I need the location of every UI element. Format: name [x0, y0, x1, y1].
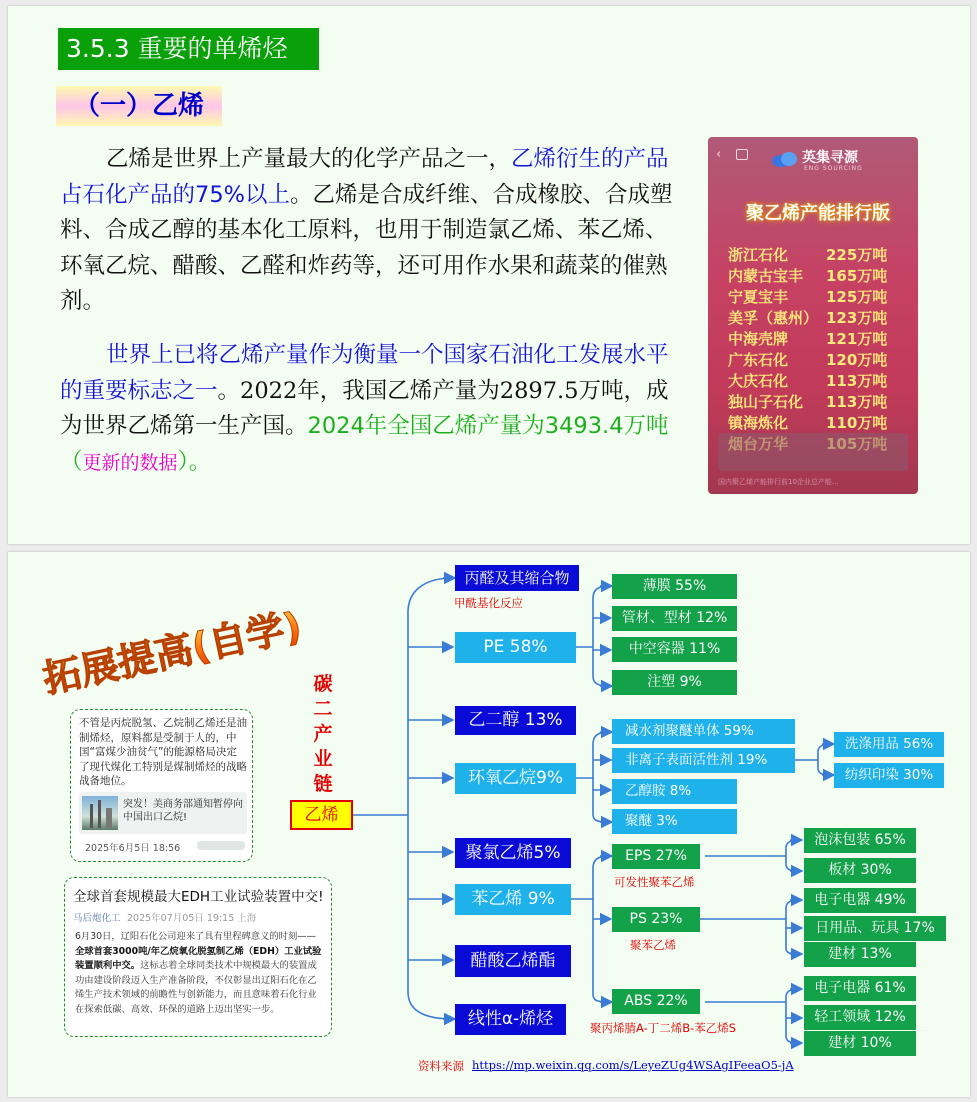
ranking-row [728, 307, 908, 328]
chain-label-char: 业 [313, 748, 333, 770]
ethylene-root: 乙烯 [290, 800, 353, 830]
styrene-derivative-node: ABS 22% [612, 989, 700, 1014]
ranking-row [728, 244, 908, 265]
eo-product-node: 乙醇胺 8% [612, 779, 737, 804]
card1-inner-text: 突发！美商务部通知暂停向中国出口乙烷! [123, 799, 243, 823]
card1-date: 2025年6月5日 18:56 [85, 843, 181, 854]
eo-product-node: 非离子表面活性剂 19% [612, 748, 795, 773]
ranking-row [728, 286, 908, 307]
pe-use-node: 注塑 9% [612, 670, 737, 695]
intro-paragraph [60, 142, 680, 320]
chain-label-char: 链 [313, 773, 333, 795]
card2-title: 全球首套规模最大EDH工业试验装置中交! [73, 889, 324, 905]
styrene-derivative-node: PS 23% [612, 907, 700, 932]
eo-product-node: 减水剂聚醚单体 59% [612, 719, 795, 744]
carbon-two-chain-label [312, 672, 334, 797]
level1-node: PE 58% [455, 632, 576, 663]
surfactant-use-node: 纺织印染 30% [834, 763, 944, 788]
updated-data-note: 更新的数据 [82, 451, 178, 474]
styrene-use-node: 板材 30% [804, 858, 916, 883]
production-paragraph [60, 338, 680, 481]
phone-footer: 国内聚乙烯产能排行前10企业总产能... [718, 478, 839, 486]
ranking-company: 独山子石化 [728, 393, 804, 411]
styrene-use-node: 泡沫包装 65% [804, 828, 916, 853]
styrene-derivative-note: 聚苯乙烯 [630, 938, 676, 952]
cloud-logo-icon [770, 149, 800, 169]
pe-capacity-ranking-image [708, 137, 918, 494]
level1-node: 丙醛及其缩合物 [455, 565, 579, 591]
pe-use-node: 管材、型材 12% [612, 606, 737, 631]
caption-overlay [718, 433, 908, 471]
styrene-derivative-note: 聚丙烯腈A-丁二烯B-苯乙烯S [590, 1021, 737, 1035]
card1-text: 不管是丙烷脱氢、乙烷制乙烯还是油制烯烃，原料都是受制于人的，中国“富煤少油贫气”的能源格局决定了现代煤化工特别是煤制烯烃的战略战备地位。 [79, 717, 247, 787]
brand-en: ENG SOURCING [804, 165, 863, 172]
styrene-use-node: 建材 13% [804, 942, 916, 967]
eo-product-node: 聚醚 3% [612, 809, 737, 834]
ranking-company: 广东石化 [728, 351, 789, 369]
intro-text-b: 。乙烯是合成纤维、合成橡胶、合成塑料、合成乙醇的基本化工原料，也用于制造氯乙烯、苯乙烯、环氧乙烷、醋酸、乙醛和炸药等，还可用作水果和蔬菜的催熟剂。 [60, 181, 673, 314]
styrene-use-node: 建材 10% [804, 1031, 916, 1056]
ranking-capacity: 165万吨 [826, 267, 888, 285]
slide-ethylene-chain [8, 552, 970, 1097]
card1-source-badge [197, 841, 245, 850]
ranking-capacity: 113万吨 [826, 372, 888, 390]
ranking-capacity: 110万吨 [826, 414, 888, 432]
level1-note: 甲酰基化反应 [454, 596, 523, 610]
self-study-wordart [30, 572, 306, 702]
ranking-headline: 聚乙烯产能排行版 [746, 203, 890, 224]
production-2024: 2024年全国乙烯产量为3493.4万吨（ [60, 413, 669, 475]
card1-inner [79, 792, 247, 834]
level1-node: 环氧乙烷9% [455, 763, 576, 794]
ranking-row [728, 328, 908, 349]
production-end: ）。 [177, 448, 212, 475]
pe-use-node: 中空容器 11% [612, 637, 737, 662]
ranking-company: 中海壳牌 [728, 330, 789, 348]
plant-thumbnail-icon [82, 796, 118, 830]
back-icon: ‹ [716, 147, 722, 162]
edh-news-card[interactable] [64, 877, 332, 1037]
slide-ethylene-intro [8, 6, 970, 544]
styrene-derivative-node: EPS 27% [612, 844, 700, 869]
ranking-capacity: 125万吨 [826, 288, 888, 306]
ranking-company: 宁夏宝丰 [728, 288, 789, 306]
card2-body-a: 6月30日，辽阳石化公司迎来了具有里程碑意义的时刻—— [75, 931, 316, 942]
styrene-use-node: 日用品、玩具 17% [804, 916, 946, 941]
ranking-company: 镇海炼化 [728, 414, 789, 432]
styrene-use-node: 电子电器 61% [804, 976, 916, 1001]
card2-body-bold: 全球首套3000吨/年乙烷氧化脱氢制乙烯（EDH）工业试验装置顺利中交。 [75, 945, 322, 972]
chain-label-char: 二 [313, 698, 333, 720]
section-title: 3.5.3 重要的单烯烃 [58, 28, 319, 70]
intro-text-a: 乙烯是世界上产量最大的化学产品之一， [106, 146, 512, 172]
level1-node: 聚氯乙烯5% [455, 838, 571, 868]
ranking-capacity: 123万吨 [826, 309, 888, 327]
ranking-company: 大庆石化 [728, 372, 789, 390]
card2-body [75, 930, 325, 1018]
intro-highlight: 乙烯衍生的产品占石化产品的75%以上 [60, 146, 669, 208]
surfactant-use-node: 洗涤用品 56% [834, 732, 944, 757]
ranking-row [728, 349, 908, 370]
level1-node: 乙二醇 13% [455, 706, 576, 735]
styrene-use-node: 轻工领域 12% [804, 1005, 916, 1030]
wordart-text: 拓展提高(自学) [39, 603, 306, 702]
ranking-row [728, 370, 908, 391]
production-highlight: 世界上已将乙烯产量作为衡量一个国家石油化工发展水平的重要标志之一 [60, 342, 669, 404]
subsection-title: （一）乙烯 [56, 86, 222, 126]
chain-label-char: 产 [313, 723, 333, 745]
brand-name: 英集寻源 [802, 150, 858, 166]
card2-author: 马后炮化工 [73, 913, 121, 924]
styrene-use-node: 电子电器 49% [804, 888, 916, 913]
source-label: 资料来源 [418, 1059, 464, 1073]
ranking-row [728, 391, 908, 412]
level1-node: 醋酸乙烯酯 [455, 945, 571, 977]
production-text: 。2022年，我国乙烯产量为2897.5万吨，成为世界乙烯第一生产国。 [60, 377, 669, 439]
ranking-row [728, 265, 908, 286]
ranking-row [728, 412, 908, 433]
ranking-capacity: 113万吨 [826, 393, 888, 411]
ethane-news-card[interactable] [70, 709, 253, 862]
ranking-company: 内蒙古宝丰 [728, 267, 804, 285]
window-icon [736, 149, 748, 160]
source-link[interactable]: https://mp.weixin.qq.com/s/LeyeZUg4WSAgIFeeaO5-jA [472, 1058, 794, 1072]
card2-meta: 2025年07月05日 19:15 上海 [127, 913, 257, 924]
pe-use-node: 薄膜 55% [612, 574, 737, 599]
ranking-capacity: 121万吨 [826, 330, 888, 348]
ranking-capacity: 120万吨 [826, 351, 888, 369]
card2-body-b: 这标志着全球同类技术中规模最大的装置成功由建设阶段迈入生产准备阶段，不仅彰显出辽阳石化在乙烯生产技术领域的前瞻性与创新能力，而且意味着石化行业在探索低碳、高效、环保的道路上迈出坚实一步。 [75, 960, 317, 1015]
level1-node: 线性α-烯烃 [455, 1004, 566, 1035]
level1-node: 苯乙烯 9% [455, 884, 571, 915]
ranking-capacity: 225万吨 [826, 246, 888, 264]
ranking-company: 美孚（惠州） [728, 309, 819, 327]
styrene-derivative-note: 可发性聚苯乙烯 [614, 875, 695, 889]
ranking-company: 浙江石化 [728, 246, 789, 264]
chain-label-char: 碳 [313, 673, 333, 695]
